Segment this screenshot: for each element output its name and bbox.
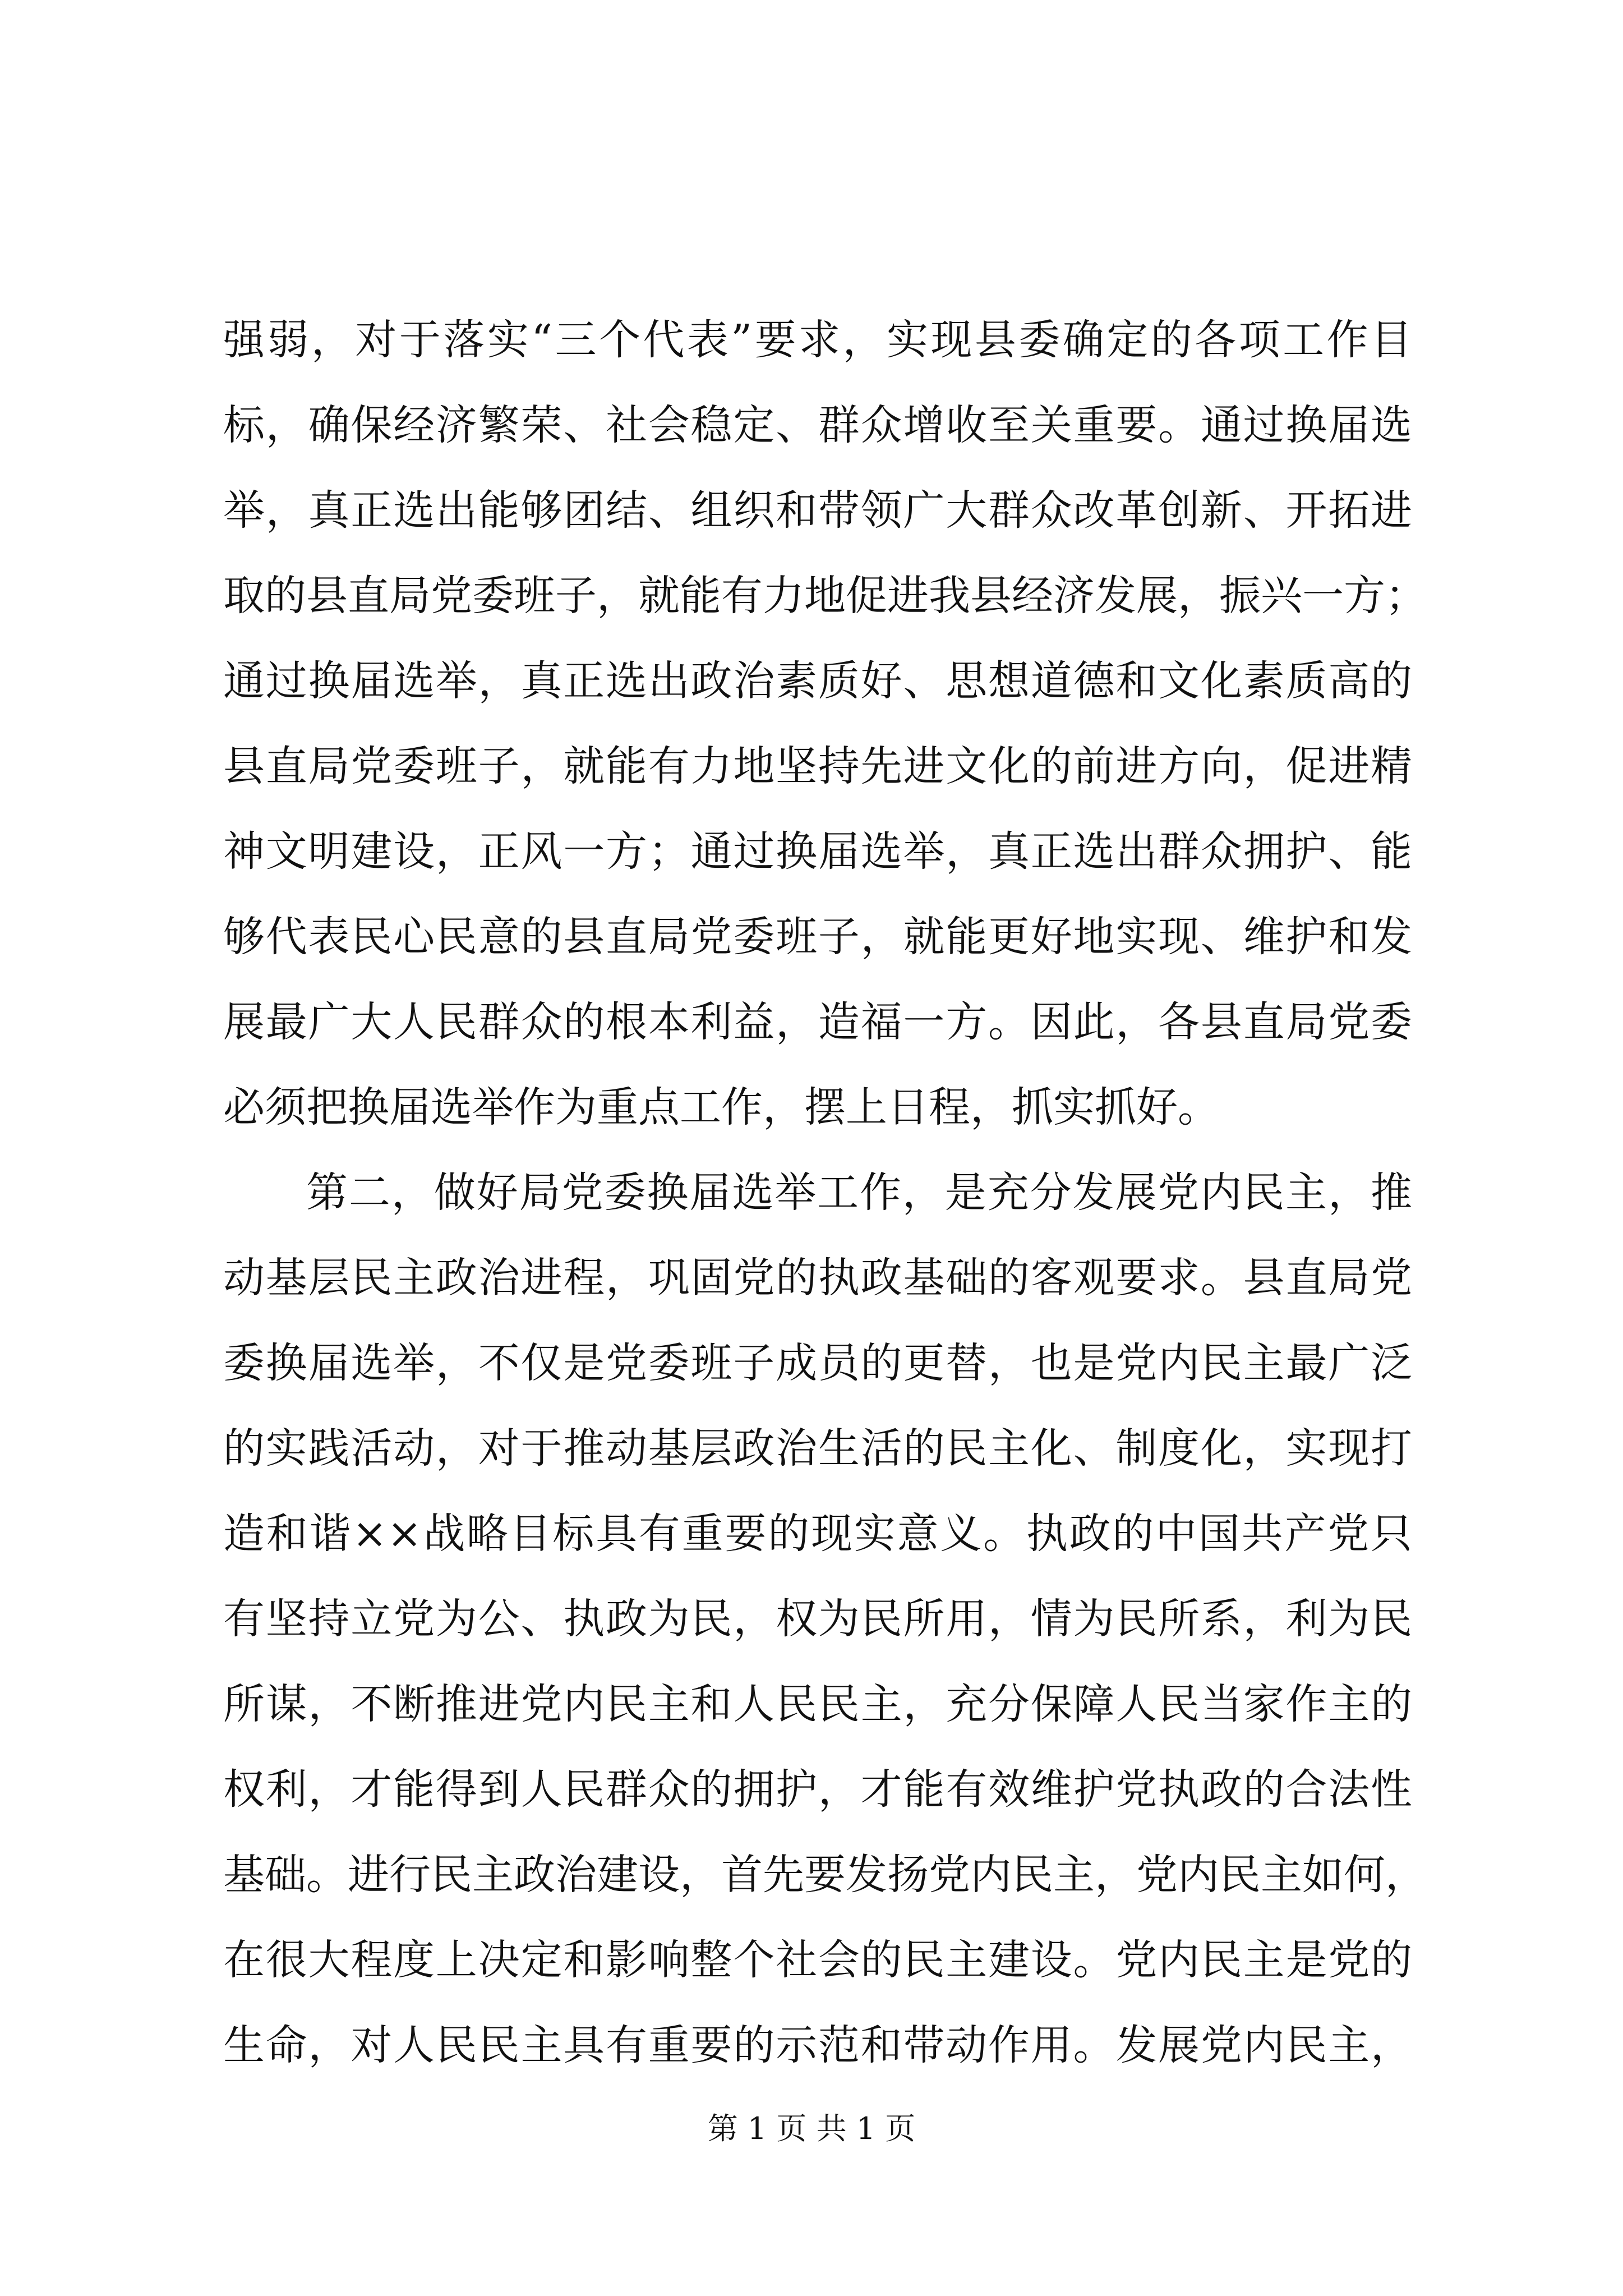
text-line: 强弱，对于落实“三个代表”要求，实现县委确定的各项工作目 xyxy=(223,316,1412,364)
document-body xyxy=(223,297,1427,2088)
text-line: 有坚持立党为公、执政为民，权为民所用，情为民所系，利为民 xyxy=(223,1595,1412,1643)
text-line: 神文明建设，正风一方；通过换届选举，真正选出群众拥护、能 xyxy=(223,827,1412,876)
text-line: 生命，对人民民主具有重要的示范和带动作用。发展党内民主， xyxy=(223,2021,1412,2069)
text-line: 的实践活动，对于推动基层政治生活的民主化、制度化，实现打 xyxy=(223,1424,1412,1473)
paragraph-2 xyxy=(223,1150,1427,2088)
text-line: 展最广大人民群众的根本利益，造福一方。因此，各县直局党委 xyxy=(223,998,1412,1046)
text-line: 标，确保经济繁荣、社会稳定、群众增收至关重要。通过换届选 xyxy=(223,401,1412,449)
text-line: 基础。进行民主政治建设，首先要发扬党内民主，党内民主如何， xyxy=(223,1851,1427,1899)
text-line: 权利，才能得到人民群众的拥护，才能有效维护党执政的合法性 xyxy=(223,1765,1412,1814)
text-line: 够代表民心民意的县直局党委班子，就能更好地实现、维护和发 xyxy=(223,913,1412,961)
text-line: 造和谐××战略目标具有重要的现实意义。执政的中国共产党只 xyxy=(223,1510,1412,1558)
text-line: 所谋，不断推进党内民主和人民民主，充分保障人民当家作主的 xyxy=(223,1680,1412,1728)
paragraph-1 xyxy=(223,297,1427,1150)
text-line: 通过换届选举，真正选出政治素质好、思想道德和文化素质高的 xyxy=(223,657,1412,705)
text-line: 取的县直局党委班子，就能有力地促进我县经济发展，振兴一方； xyxy=(223,572,1427,620)
page-number-footer: 第 1 页 共 1 页 xyxy=(707,2111,916,2146)
text-line: 第二，做好局党委换届选举工作，是充分发展党内民主，推 xyxy=(306,1168,1412,1217)
text-line: 县直局党委班子，就能有力地坚持先进文化的前进方向，促进精 xyxy=(223,742,1412,790)
text-line: 举，真正选出能够团结、组织和带领广大群众改革创新、开拓进 xyxy=(223,486,1412,535)
text-line: 动基层民主政治进程，巩固党的执政基础的客观要求。县直局党 xyxy=(223,1254,1412,1302)
text-line: 委换届选举，不仅是党委班子成员的更替，也是党内民主最广泛 xyxy=(223,1339,1412,1387)
text-line: 在很大程度上决定和影响整个社会的民主建设。党内民主是党的 xyxy=(223,1936,1412,1984)
text-line: 必须把换届选举作为重点工作，摆上日程，抓实抓好。 xyxy=(223,1083,1219,1131)
